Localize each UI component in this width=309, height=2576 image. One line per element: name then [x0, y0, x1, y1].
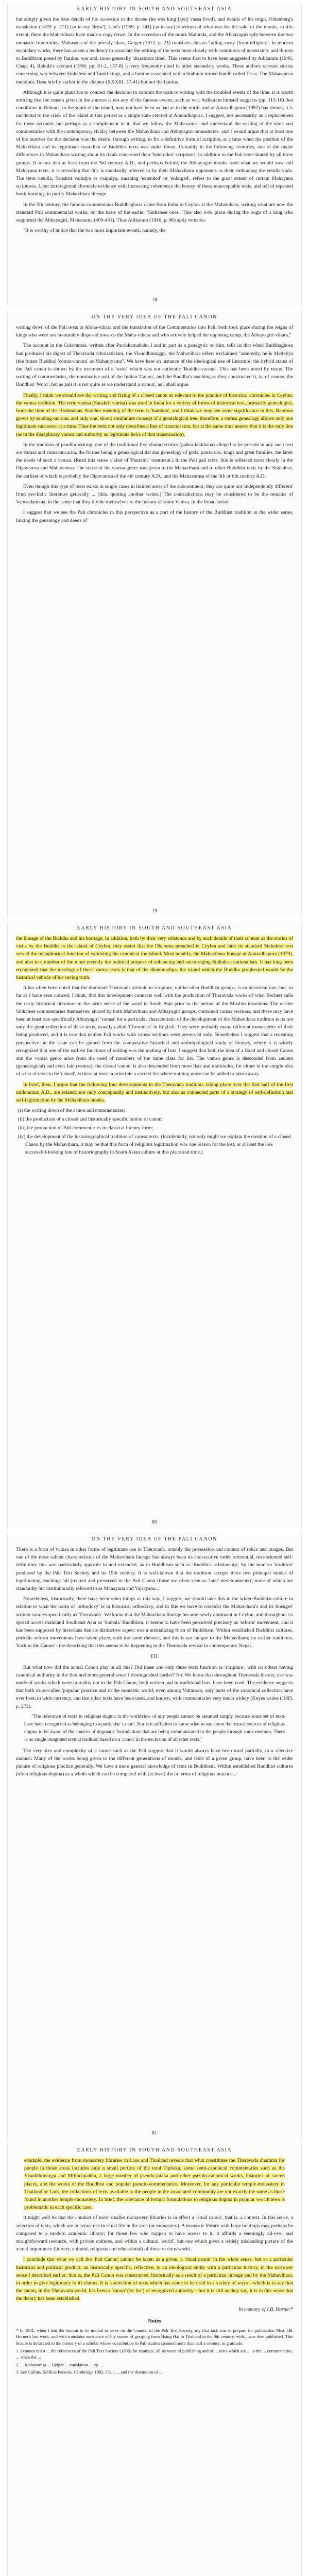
paragraph: But what now did the actual Canon play in all this? Did these and only these texts function as 'scripture', with no others having canonical authority in the first and more general sense I distinguished earlier? No. We know that throughout Theravada history, use was made of works which were in reality not in the Pali Canon, both written and in traditional lists, have been used. The evidence suggests that both its so-called 'popular' practice and in the monastic world, even among Vattaroan, only parts of the canonical collection have ever been in wide currency, and that other texts have been used, and known, with commentaries very much widely (Keyes writes (1983, p. 272):	[16, 1664, 293, 1709]
paragraph: There is a form of vamsa in other forms of legitimate use in Theravada, notably the possessive and content of relics and images. But one of the most salient characteristics of the Mahavihara lineage has always been its consecutive order referential, text-oriented self-definition; this was particularly apposite to and extended, as in Buddhism such as 'Buddhist scholarship', by the modern 'tradition' produced by the Pali Text Society and its 19th century. It is well-known that the tradition accepts there two principal modes of legitimating teaching: 'all (recited and preserved in the Pali Canon (these are often seen as 'later' developments)', none of which are standardly but institutionally referred to as Mahayana and Vajrayana...	[16, 1547, 293, 1592]
highlighted-passage: example, the evidence from monastery libraries in Laos and Thailand reveals that what constitutes the Theravada dhamma for people in those areas includes only a small portion of the total Tipitaka, some semi-canonical commentaries such as the Visuddhimagga and Milindapañha, a large number of pseudo-jataka and other pseudo-canonical works, histories of sacred places, and the works of the Buddhist and popular pseudo-commentaries. Moreover, for any particular temple-monastery in Thailand or Laos, the collections of texts available to the people in the associated community are not exactly the same as those found in another temple-monastery. In brief, the relevance of textual formulations to religious dogma in popular worldviews is problematic in each specific case.	[24, 2158, 285, 2211]
page-number: 79	[152, 908, 157, 914]
paragraph: writing down of the Pali texts at Aloka-vihara and the translation of the Commentaries into Pali, both took place during the reigns of kings who were not favourably disposed towards the Maha-vihara and who actively helped the opposing camp, the Abhayagiri-vihara."	[16, 325, 293, 338]
notes-heading: Notes	[148, 2318, 161, 2324]
running-head: ON THE VERY IDEA OF THE PALI CANON	[92, 314, 217, 320]
footnote: * In 1981, when I had the honour to be invited to serve on the Council of the Pali Text Society, my first task was to prepare for publication Miss I.B. Horner's last work, and with translator assistance of lily stones of grasping from Hsing Hai to Thailand in the 8th century, with... was then published. This lecture is dedicated to the memory of a scholar whose contribution to Pali studies spanned more than half a century, in gratitude.	[16, 2327, 293, 2346]
highlighted-passage: I conclude that what we call the 'Pali Canon' cannot be taken as a given, a 'ritual canon' in the wider sense, but as a particular historical and political product; an historically specific, reflective, to an ideological entity with a particular history, in the narrower sense I described earlier; that is, the Pali Canon was constructed, historically as a result of a particular lineage and by the Mahavihara, in order to give legitimacy to its claims. It is a selection of texts which has come to be used in a variety of ways—which is to say that the canon, in the Theravada world, has been a 'canon' ('or list') of recognized authority—but it is still as they say, it is in this sense that the theory has been established.	[16, 2257, 293, 2302]
paragraph: The account in the Culavamsa, written after Parakkamabahu I and in part as a panegyric on him, tells us that when Buddhaghosa had produced his digest of Theravada scholasticism, the Visuddhimagga, the Mahavihara elders exclaimed "assuredly, he is Metteyya (the future Buddha) 'comin-conom' as Mahaniyama". We have here an instance of the ideological use of literature; the hybrid status of the Pali canon is shown by the treatment of a 'work' which was not authentic 'Buddha-vacana'. This has been noted by many. The writing of commentaries, the nominative pali of the Indian 'Canon', and the Buddha's teaching as they constructed it, is, of course, the Buddhist 'Word', but as pali it is not quite as we understand a 'canon', as I shall argue.	[16, 343, 293, 388]
highlighted-passage: In brief, then, I argue that the following four developments in the Theravada tradition, taking place over the first half of the first millennium A.D., are related: not only conceptually and instinctively, but also as connected parts of a strategy of self-definition and self-legitimation by the Mahavihara monks.	[16, 1081, 293, 1104]
page-number: 81	[152, 2130, 157, 2136]
paragraph: but simply given the bare details of his accession to the throne (he was king [ayu] vassa lived), and details of his reign. Oldenberg's translation (1879: p. 211) [so to say 'drew'], Law's (1959: p. 241) [so to say] is written of what was for the sake of the monks, to this extent, there the Mahavihara have made a copy down. In the accession of the monk Mahinda, and the Abhayagiri split between the two monastic fraternities; Mahasena of the priestly class, Geiger (1912, p. 21) translates this as 'falling away (from religion)'. In modern secondary works, there has arisen a tendency to associate the writing of the texts most closely with conditions of uncertainty and threats to Buddhism posed by famine, war and, more generally 'disastrous time'. This seems first to have been suggested by Adikaram (1946: Chap. 4), Rahula's account (1956: pp. 81-2, 157-8) is very frequently cited in other secondary works. These authors recount stories concerning war between Sinhalese and Tamil kings, and a famine associated with a brahmin turned bandit called Tissa. The Mahavamsa mentions Tissa briefly earlier in the chapter (XXXIII. 37-41) but not the famine.	[16, 16, 293, 85]
running-head: EARLY HISTORY IN SOUTH AND SOUTHEAST ASIA	[77, 925, 232, 931]
section-number: III	[151, 1653, 158, 1659]
list-item: (iv) the development of the historiographical tradition of vamsa texts. (Incidentally, not only might we explain the creation of a closed Canon by the Mahavihara, it may be that this form of religious legitimation was one reason for the lost, or at least the less successful-looking fate of historiography in South Asian culture at this place and time.)	[18, 1134, 291, 1156]
paragraph: "It is worthy of notice that the two most important events, namely, the	[23, 228, 166, 234]
list-item: (ii) the production of a closed and historically specific notion of canon;	[18, 1116, 163, 1123]
list-item: (iii) the production of Pali commentaries in classical literary form;	[18, 1125, 153, 1131]
highlighted-passage: the lineage of the Buddha and his heritage. In addition, both by their very existence and by such details of their content as the stories of visits by the Buddha to the island of Ceylon, they assert that the Dhamma preached in Ceylon and later its standard Sinhalese text served the metaphorical function of validating the canonical the island. Most notably, the Mahavihara lineage at Anuradhapura (1979), and also to a number of the more recently the political purpose of enhancing and encouraging Sinhalese nationalism. It has long been recognized that the ideology of these vamsa texts is that of the dhammadipa, the island which the Buddha prophesied would be the historical vehicle of his saving truth.	[16, 936, 293, 981]
dedication: In memory of I.B. Horner*	[238, 2306, 293, 2312]
paragraph	[16, 935, 293, 981]
paragraph: Nonetheless, historically, there have been other things as this way, I suggest, we should take this in the wider Buddhist culture in relation to what the norm of 'orthodoxy' is in historical orthodoxy, and in this we have to consider the Mahavihara's and its lineages' written sources specifically as 'Theravada'. We know that the Mahavihara lineage became newly dominant in Ceylon, and throughout its spread across mainland Southeast Asia as 'Sinhala' Buddhism, it seems to have been perceived precisely as 'reform' movement, and it has been supposed by historians that its distinctive aspect was a textualizing form of Buddhism. Within established Buddhist cultures, periodic reform movements have taken place, with the same rhetoric, and this is not unique to the Mahavihara; on earlier traditions, 'back to the Canon' - the theorizing that this seems to be happening in the Theravada revival in contemporary Nepal.	[16, 1596, 293, 1649]
running-head: EARLY HISTORY IN SOUTH AND SOUTHEAST ASIA	[77, 6, 232, 12]
paragraph: In the tradition of pandita writing, one of the traditional five characteristics (pañca-lakkhana) alleged to be present in any such text are vamsa and vamsanucarita, the former being a genealogical list and genealogy of gods, patriarchs, kings and great families, the latter the deeds of such a vamsa. (Read this sense a kind of 'Pauranic' treatment.) In the Pali pali texts, this is reflected most clearly in the Dipavamsa and Mahavamsa. The sense of the vamsa genre was given to the Mahavihara and to other Buddhist texts by the Sinhalese, the earliest of which is probably the Dipavamsa of the 4th century A.D., and the Mahavamsa of the 5th or 6th century A.D.	[16, 442, 293, 479]
paragraph: It might well be that the conduct of most smaller monastery libraries is in effect a 'ritual canon', that is, a context. In this sense, a selection of texts, which are in actual use in ritual life in the area (or monastery). A monastic library with large holdings may perhaps be compared to a modern academic library; for those few who happen to have access to it, it affords a seemingly all-over and straightforward resource, with private cultures, and within a cultural 'world', but one which gives a widely misleading picture of the actual importance (literary, cultural, religious and educational) of those various works.	[16, 2215, 293, 2252]
block-quote: "The relevance of texts to religious dogma in the worldview of any people cannot be assumed simply because some set of texts have been recognized as belonging to a particular 'canon'. Nor is it sufficient to know what to say about the textual sources of religious dogma to be aware of the sources of dogmatic formulations that are being communicated to the people through some medium. There is no single integrated textual tradition based on a 'canon' in the exclusion of all other texts."	[24, 1714, 285, 1743]
paragraph: In the 5th century, the famous commentator Buddhaghosa came from India to Ceylon at the Mahavihara, writing what are now the standard Pali commentarial works, on the basis of the earlier 'Sinhalese ones'. This also took place during the reign of a king who supported the Abhayagiri, Mahanama (409-431). Thus Adikaram (1946, p. 96) aptly remarks:	[16, 201, 293, 224]
running-head: ON THE VERY IDEA OF THE PALI CANON	[92, 1536, 217, 1542]
running-head: EARLY HISTORY IN SOUTH AND SOUTHEAST ASIA	[77, 2147, 232, 2153]
paragraph: Although it is quite plausible to connect the decision to commit the texts to writing with the troubled events of the time, it is worth noticing that the reason given in the sources is not any of the famous events, such as war. Adikaram himself suggests (pp. 115-16) that conditions in Rohana, in the south of the island, may not have been as bad as in the north, and at Anuradhapura (1982) has shown, it is incidental to the crisis of the island at this period as a single state centred at Anuradhapura. I suggest, not necessarily as a replacement for these accounts but perhaps as a complement to it, that we follow the Mahavamsa and understand the writing of the texts and commentaries with the contemporary rivalry between the Mahavihara and Abhayagiri monasteries, and I would argue that at least one of the motives for the decision was the desire, through writing, to fix a definitive form of scripture, at a time when the position of the Mahavihara and its legitimate custodian of Buddhist texts was under threat. Certainly in the following centuries, one of the major differences in Mahavihara writing about its rivals concerned their 'heterodox' scriptures, in addition to the Pali texts shared by all three groups. It seems that at least from the 3rd century A.D., and perhaps before, the Abhayagiri monks used what we would now call Mahayana texts; it is revealing that this is standardly referred to by their Mahavihara opponents as their embracing the vetulla-vada. The term vetulla, Sanskrit vaitulya or vaipulya, meaning 'extended' or 'enlarged', refers to the great extent of certain Mahayana scriptures. Later intraregional chronicle-evidence with increasing vehemence the heresy of these unacceptable texts, and tell of repeated book-burnings to purify Mahavihara lineage.	[16, 89, 293, 197]
paragraph: I suggest that we see the Pali chronicles in this perspective as a part of the history of the Buddhist tradition in the wider sense, linking the genealogy and deeds of	[16, 510, 293, 523]
paragraph	[24, 2157, 285, 2211]
paragraph: The very size and complexity of a canon such as the Pali suggest that it would always have been used partially, in a selective manner. Many of the works being given to the different generations of monks, and texts of a given group, have been to the wider picture of religious practice generally. We have a more general knowledge of texts in Buddhism. Within established Buddhist cultures (often religious dogma) as a whole which can be compared with (at least) the in terms of religious practice...	[16, 1748, 293, 1777]
paragraph	[16, 1081, 293, 1105]
highlighted-passage: Finally, I think we should see the writing and fixing of a closed canon as relevant to the practice of historical chronicles in Ceylon: the vamsa tradition. The term vamsa (Sanskrit vamsa) was used in India for a variety of forms of historical text, primarily genealogies, from the time of the Brahmanas. Another meaning of the term is 'bamboo', and I think we may see some significance in this. Bamboo grows by sending out one, and only one, shoot; similar are concept of a genealogical tree, therefore, a vamsa genealogy allows only one legitimate successor at a time. Thus the term not only describes a line of transmission, but at the same time asserts that it is the only line (as in the disciplinary vamsa and authority as legitimate heirs of that transmission).	[16, 392, 293, 437]
page-79	[7, 310, 302, 918]
footnote: 2. ... Mahavamsa ... Geiger ... translation ... pp. ...	[16, 2362, 104, 2367]
page-number: 78	[152, 297, 157, 303]
paragraph	[16, 392, 293, 438]
paragraph	[16, 2256, 293, 2302]
footnote: 1. I cannot resist ... the references of the Pali Text Society (1896) for example, all its years of publishing and of ... texts which are ... in the ... commentaries. ... when the ...	[16, 2348, 293, 2360]
paragraph: Even though this type of texts exists in single cases in limited areas of the subcontinent, they are quite not 'independently different' from pre-Indic literature generally ... [this, quoting another writer:] The contradictions may be considered to be the remains of Vamsadamana, in the sense that they divide themselves to the history of some Vamsa, in the broad sense.	[16, 483, 293, 505]
page-78	[7, 2, 302, 307]
page-82	[7, 2143, 302, 2576]
page-81	[7, 1532, 302, 2140]
page-80	[7, 921, 302, 1529]
page-number: 80	[152, 1519, 157, 1525]
footnote: 3. See Collins, Selfless Persons, Cambridge 1982, Ch. 1 ... and the discussion of ...	[16, 2369, 163, 2375]
list-item: (i) the writing down of the canon and commentaries;	[18, 1108, 125, 1114]
paragraph: It has often been noted that the dominant Theravada attitude to scripture, unlike other Buddhist groups, is an historical one; but, so far as I have seen noticed, I think, that this development connects well with the production of Theravada works of what Bechert calls the early historical literature in the strict sense of the word in South Asia prior to the period of the Muslim invasions. The earlier Sinhalese commentaries themselves, shared by both Mahavihara and Abhayagiri groups, contained vamsa sections, and these may have been at least one specifically Abhayagiri 'vamsa' for a particular characteristic of the development of the Mahavihara tradition is its not only the great collection of these texts, usually called 'Chronicles' in English. They were probably many different monasteries of their being produced, and it is true that neither Pali works with vamsa sections were preserved only. Nonetheless I suggest that a revealing perspective on the issue can be gained from the comparative historical and anthropological study of literacy, where it is widely recognized that one of the earliest functions of writing was the making of lists. I suggest that both the idea of a fixed and closed Canon and the vamsa genre arise from the need of members of the same class for list. The vamsa genre is descended from ancient (genealogical) and even Jain (vamsa); the closed 'canon' is also descended from more lists and multitudes, for either in the simple idea of a list of texts to be 'closed', is there at least in principle a correct list where nothing more can be added or taken away.	[16, 985, 293, 1077]
